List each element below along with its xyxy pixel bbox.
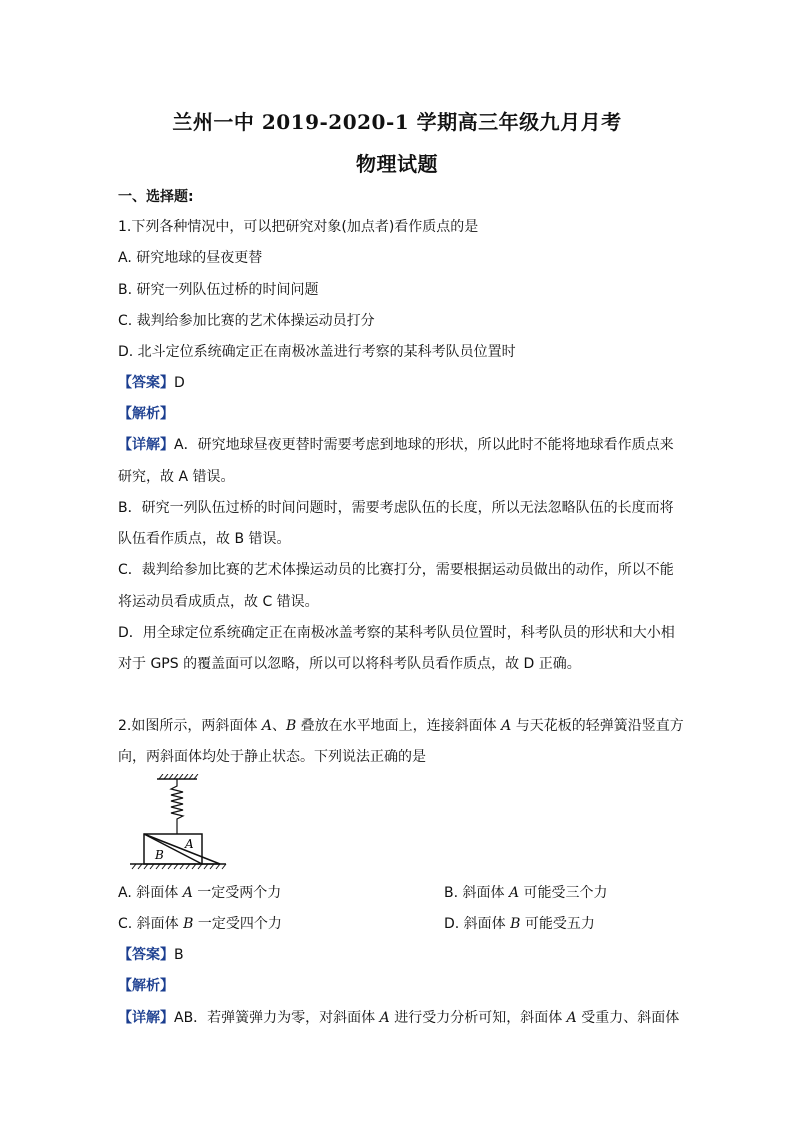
answer-label: 【答案】 xyxy=(118,375,174,391)
q1-detail-line: 将运动员看成质点，故 C 错误。 xyxy=(118,594,319,610)
document-subtitle: 物理试题 xyxy=(356,152,438,176)
q1-analysis-label: 【解析】 xyxy=(118,406,174,422)
q1-option-d: D. 北斗定位系统确定正在南极冰盖进行考察的某科考队员位置时 xyxy=(118,344,516,360)
q1-option-a: A. 研究地球的昼夜更替 xyxy=(118,250,263,266)
document-title: 兰州一中 2019-2020-1 学期高三年级九月月考 xyxy=(172,110,622,134)
q1-detail-line: C．裁判给参加比赛的艺术体操运动员的比赛打分，需要根据运动员做出的动作，所以不能 xyxy=(118,562,674,578)
q1-stem: 1.下列各种情况中，可以把研究对象(加点者)看作质点的是 xyxy=(118,219,479,235)
detail-label: 【详解】 xyxy=(118,1010,174,1026)
q2-stem-line2: 向，两斜面体均处于静止状态。下列说法正确的是 xyxy=(118,749,426,765)
q1-option-b: B. 研究一列队伍过桥的时间问题 xyxy=(118,282,319,298)
q1-option-c: C. 裁判给参加比赛的艺术体操运动员打分 xyxy=(118,313,375,329)
q1-answer xyxy=(118,374,185,392)
q2-option-d: D. 斜面体 B 可能受五力 xyxy=(444,916,595,932)
q2-stem-line1: 2.如图所示，两斜面体 A、B 叠放在水平地面上，连接斜面体 A 与天花板的轻弹簧沿竖直方 xyxy=(118,718,684,734)
section-heading: 一、选择题: xyxy=(118,189,194,205)
answer-value: D xyxy=(174,375,185,391)
detail-label: 【详解】 xyxy=(118,437,174,453)
q1-detail-line: 研究，故 A 错误。 xyxy=(118,469,235,485)
q2-analysis-label: 【解析】 xyxy=(118,978,174,994)
q2-option-c: C. 斜面体 B 一定受四个力 xyxy=(118,916,282,932)
q1-detail-line: 队伍看作质点，故 B 错误。 xyxy=(118,531,291,547)
q2-answer xyxy=(118,946,184,964)
q1-detail-line: D．用全球定位系统确定正在南极冰盖考察的某科考队员位置时，科考队员的形状和大小相 xyxy=(118,625,675,641)
q1-detail-line: 对于 GPS 的覆盖面可以忽略，所以可以将科考队员看作质点，故 D 正确。 xyxy=(118,656,581,672)
q2-option-b: B. 斜面体 A 可能受三个力 xyxy=(444,885,608,901)
q2-detail-line: 【详解】AB．若弹簧弹力为零，对斜面体 A 进行受力分析可知，斜面体 A 受重力、斜面体 xyxy=(118,1010,680,1026)
q2-option-a: A. 斜面体 A 一定受两个力 xyxy=(118,885,282,901)
answer-value: B xyxy=(174,947,184,963)
label-b: B xyxy=(155,848,164,862)
spring-wedge-figure xyxy=(122,774,232,874)
label-a: A xyxy=(185,837,194,851)
spring xyxy=(171,779,183,834)
q1-detail-line: B．研究一列队伍过桥的时间问题时，需要考虑队伍的长度，所以无法忽略队伍的长度而将 xyxy=(118,500,674,516)
answer-label: 【答案】 xyxy=(118,947,174,963)
q1-detail-line: 【详解】A．研究地球昼夜更替时需要考虑到地球的形状，所以此时不能将地球看作质点来 xyxy=(118,437,674,453)
